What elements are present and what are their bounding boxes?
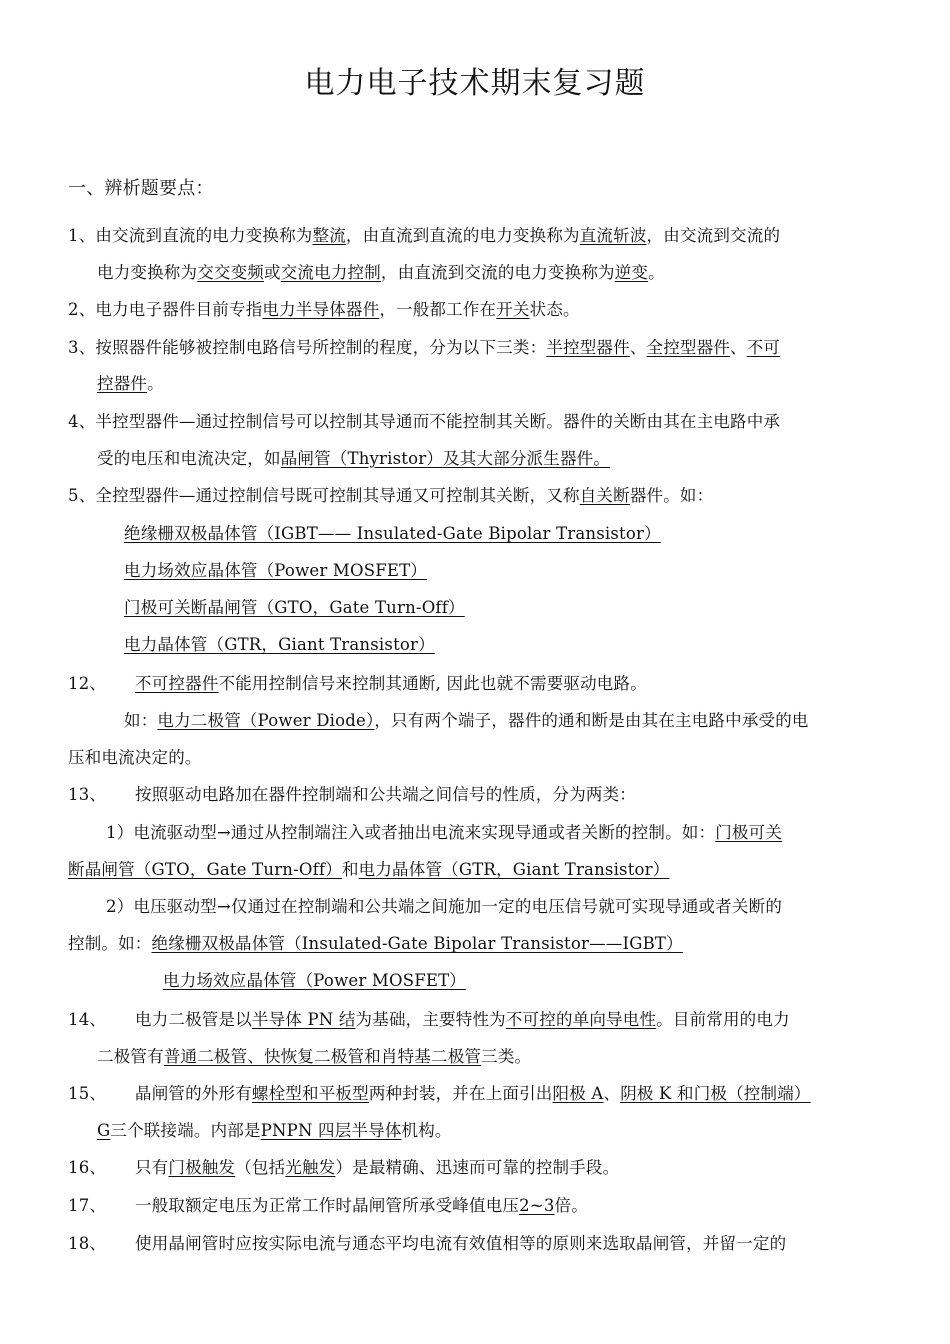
item-number: 2、 <box>68 300 96 319</box>
item-13-line-1: 按照驱动电路加在器件控制端和公共端之间信号的性质，分为两类： <box>135 785 636 804</box>
text: 由交流到直流的电力变换称为 <box>95 226 313 245</box>
text: 按照器件能够被控制电路信号所控制的程度，分为以下三类： <box>95 338 547 357</box>
text: 三个联接端。内部是 <box>110 1121 261 1140</box>
text: 、 <box>730 338 747 357</box>
text: ，一般都工作在 <box>379 300 497 319</box>
item-15-line-1 <box>135 1083 811 1105</box>
underlined-term: 不可 <box>746 338 781 357</box>
underlined-term: 控器件 <box>97 374 148 393</box>
item-13-line-6: 电力场效应晶体管（Power MOSFET） <box>163 971 467 990</box>
text: 倍。 <box>554 1196 588 1215</box>
underlined-term: 交流电力控制 <box>280 263 381 282</box>
underlined-term: 阳极 A <box>552 1084 604 1103</box>
text: 晶闸管的外形有 <box>135 1084 252 1103</box>
underlined-term: 门极触发 <box>168 1158 236 1177</box>
item-18-line-1: 使用晶闸管时应按实际电流与通态平均电流有效值相等的原则来选取晶闸管，并留一定的 <box>135 1234 787 1253</box>
text: ）是最精确、迅速而可靠的控制手段。 <box>335 1158 620 1177</box>
text: 为基础，主要特性为 <box>355 1010 506 1029</box>
text: 。 <box>648 263 665 282</box>
item-3-line-1 <box>68 337 780 359</box>
device-example-gto: 门极可关断晶闸管（GTO，Gate Turn-Off） <box>124 598 465 617</box>
underlined-term: 门极可关 <box>715 823 783 842</box>
underlined-term: 半导体 PN 结 <box>251 1010 356 1029</box>
item-13-line-3 <box>68 859 669 881</box>
underlined-term: 整流 <box>312 226 346 245</box>
text: 三类。 <box>481 1047 532 1066</box>
item-17-number: 17、 <box>68 1196 107 1215</box>
text: 受的电压和电流决定，如 <box>97 449 281 468</box>
text: 、 <box>629 338 647 357</box>
item-5-line-1 <box>68 485 713 507</box>
underlined-term: 断晶闸管（GTO，Gate Turn-Off） <box>68 860 342 879</box>
text: 控制。如： <box>68 934 152 953</box>
text: 一般取额定电压为正常工作时晶闸管所承受峰值电压 <box>135 1196 520 1215</box>
text: 、 <box>603 1084 621 1103</box>
text: 。目前常用的电力 <box>656 1010 790 1029</box>
item-13-number: 13、 <box>68 785 107 804</box>
item-14-number: 14、 <box>68 1010 107 1029</box>
underlined-term: 不可控器件 <box>135 674 219 693</box>
device-example-gtr: 电力晶体管（GTR，Giant Transistor） <box>124 635 435 654</box>
item-4-line-1 <box>68 411 780 433</box>
text: 二极管有 <box>97 1047 164 1066</box>
item-number: 1、 <box>68 226 96 245</box>
item-number: 4、 <box>68 412 96 431</box>
text: ，由直流到直流的电力变换称为 <box>345 226 580 245</box>
text: 机构。 <box>401 1121 452 1140</box>
underlined-term: 直流斩波 <box>579 226 647 245</box>
item-4-line-2 <box>97 448 610 470</box>
underlined-term: G <box>97 1121 111 1140</box>
text: 两种封装，并在上面引出 <box>368 1084 553 1103</box>
underlined-term: 逆变 <box>614 263 649 282</box>
text: 电力电子器件目前专指 <box>95 300 263 319</box>
text: （包括 <box>235 1158 286 1177</box>
underlined-term: 2~3 <box>519 1196 555 1215</box>
underlined-term: 阴极 K 和门极（控制端） <box>620 1084 811 1103</box>
text: 和 <box>341 860 359 879</box>
item-2 <box>68 299 580 321</box>
item-12-number: 12、 <box>68 674 107 693</box>
item-18-number: 18、 <box>68 1234 107 1253</box>
underlined-term: 半控型器件 <box>546 338 630 357</box>
underlined-term: 全控型器件 <box>646 338 731 357</box>
item-number: 5、 <box>68 486 96 505</box>
text: 电力二极管是以 <box>135 1010 252 1029</box>
item-16-line-1 <box>135 1157 619 1179</box>
underlined-term: PNPN 四层半导体 <box>260 1121 402 1140</box>
underlined-term: 不可控的单向导电性 <box>505 1010 657 1029</box>
item-1-line-2 <box>97 262 665 284</box>
text: 半控型器件—通过控制信号可以控制其导通而不能控制其关断。器件的关断由其在主电路中承 <box>95 412 781 431</box>
item-16-number: 16、 <box>68 1158 107 1177</box>
underlined-term: 晶闸管（Thyristor）及其大部分派生器件。 <box>280 449 611 468</box>
text: ，由交流到交流的 <box>646 226 781 245</box>
underlined-term: 电力半导体器件 <box>262 300 380 319</box>
device-example-mosfet: 电力场效应晶体管（Power MOSFET） <box>124 561 428 580</box>
text: 或 <box>264 263 281 282</box>
underlined-term: 自关断 <box>579 486 630 505</box>
underlined-term: 绝缘栅双极晶体管（Insulated-Gate Bipolar Transistor——IGBT） <box>151 934 683 953</box>
underlined-term: 电力晶体管（GTR，Giant Transistor） <box>358 860 670 879</box>
item-14-line-1 <box>135 1009 790 1031</box>
item-17-line-1 <box>135 1195 588 1217</box>
underlined-term: 螺栓型和平板型 <box>251 1084 369 1103</box>
item-12-line-3: 压和电流决定的。 <box>68 748 202 767</box>
device-example-igbt: 绝缘栅双极晶体管（IGBT—— Insulated-Gate Bipolar Transistor） <box>124 524 661 543</box>
text: 不能用控制信号来控制其通断, 因此也就不需要驱动电路。 <box>218 674 647 693</box>
page-title: 电力电子技术期末复习题 <box>304 66 646 101</box>
text: 状态。 <box>529 300 580 319</box>
underlined-term: 电力二极管（Power Diode） <box>157 711 375 730</box>
underlined-term: 开关 <box>496 300 530 319</box>
section-heading: 一、辨析题要点： <box>68 178 214 199</box>
item-14-line-2 <box>97 1046 531 1068</box>
item-1-line-1 <box>68 225 780 247</box>
underlined-term: 交交变频 <box>197 263 265 282</box>
text: 全控型器件—通过控制信号既可控制其导通又可控制其关断，又称 <box>95 486 580 505</box>
text: 。 <box>147 374 164 393</box>
item-13-line-4: 2）电压驱动型→仅通过在控制端和公共端之间施加一定的电压信号就可实现导通或者关断的 <box>106 897 783 916</box>
item-15-number: 15、 <box>68 1084 107 1103</box>
item-number: 3、 <box>68 338 96 357</box>
text: ，由直流到交流的电力变换称为 <box>380 263 615 282</box>
text: 器件。如： <box>629 486 714 505</box>
item-12-line-1 <box>135 673 647 695</box>
text: 电力变换称为 <box>97 263 198 282</box>
underlined-term: 光触发 <box>285 1158 336 1177</box>
item-15-line-2 <box>97 1120 452 1142</box>
text: ，只有两个端子，器件的通和断是由其在主电路中承受的电 <box>374 711 809 730</box>
item-3-line-2 <box>97 373 164 395</box>
text: 如： <box>124 711 158 730</box>
text: 只有 <box>135 1158 169 1177</box>
underlined-term: 普通二极管、快恢复二极管和肖特基二极管 <box>163 1047 482 1066</box>
item-13-line-5 <box>68 933 683 955</box>
item-12-line-2 <box>124 710 809 732</box>
item-13-line-2 <box>106 822 782 844</box>
text: 1）电流驱动型→通过从控制端注入或者抽出电流来实现导通或者关断的控制。如： <box>106 823 716 842</box>
